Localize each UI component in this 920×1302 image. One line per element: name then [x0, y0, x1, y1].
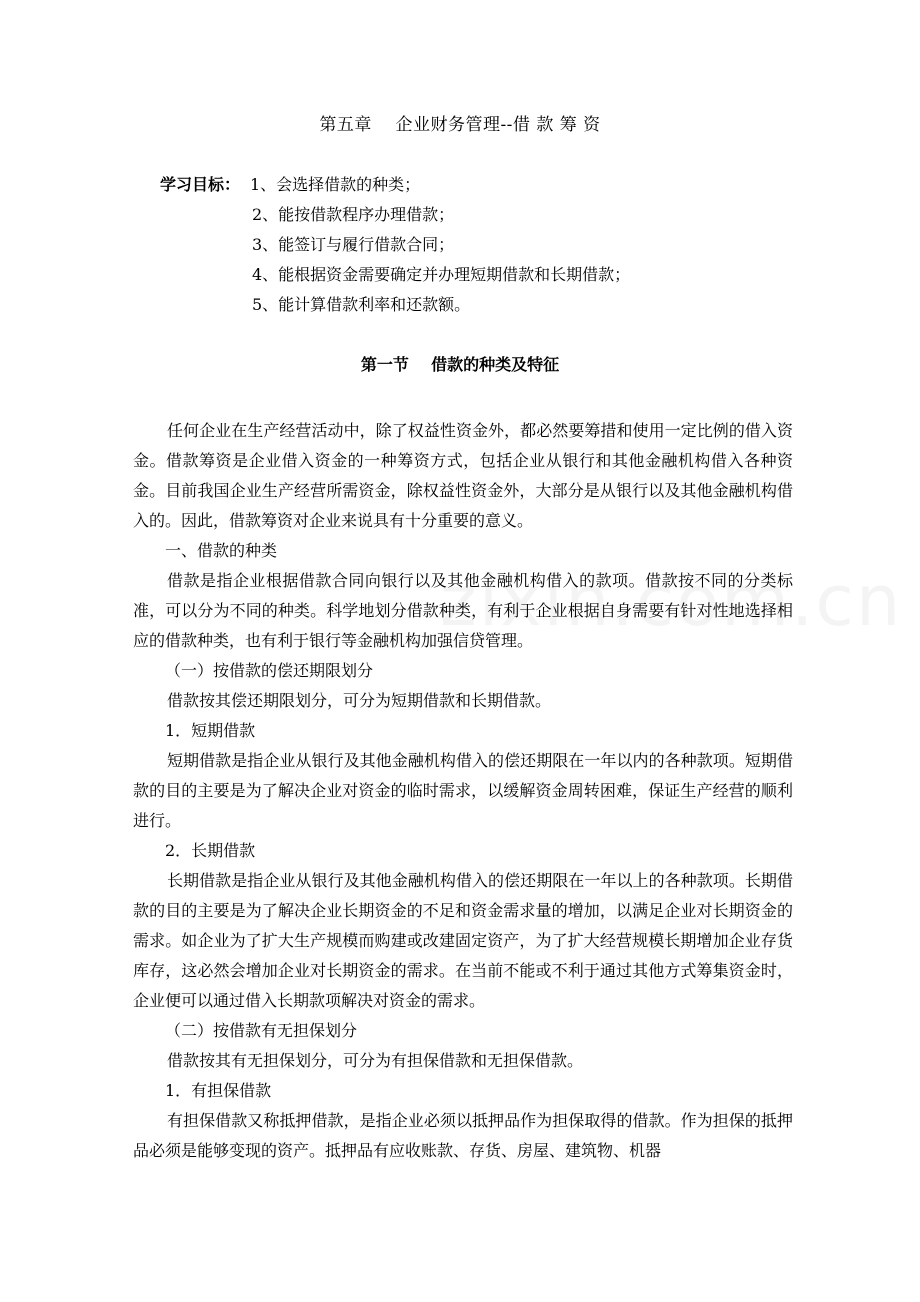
learning-goals-label: 学习目标： — [160, 175, 241, 194]
heading-level-1: 一、借款的种类 — [165, 541, 278, 560]
learning-goal-item: 2、能按借款程序办理借款； — [252, 205, 455, 224]
paragraph: 借款是指企业根据借款合同向银行以及其他金融机构借入的款项。借款按不同的分类标准，可以分为不同的种类。科学地划分借款种类，有利于企业根据自身需要有针对性地选择相应的借款种类，也有利于银行等金融机构加强信贷管理。 — [133, 571, 793, 650]
heading-level-3: 1．短期借款 — [165, 721, 256, 740]
paragraph: 借款按其有无担保划分，可分为有担保借款和无担保借款。 — [167, 1051, 584, 1070]
body-text — [133, 416, 793, 1166]
paragraph: 短期借款是指企业从银行及其他金融机构借入的偿还期限在一年以内的各种款项。短期借款的目的主要是为了解决企业对资金的临时需求，以缓解资金周转困难，保证生产经营的顺利进行。 — [133, 751, 793, 830]
paragraph: 借款按其偿还期限划分，可分为短期借款和长期借款。 — [167, 691, 552, 710]
heading-level-3: 2．长期借款 — [165, 841, 256, 860]
learning-goal-item: 1、会选择借款的种类； — [250, 175, 421, 194]
heading-level-2: （二）按借款有无担保划分 — [165, 1021, 358, 1040]
paragraph: 有担保借款又称抵押借款，是指企业必须以抵押品作为担保取得的借款。作为担保的抵押品必须是能够变现的资产。抵押品有应收账款、存货、房屋、建筑物、机器 — [133, 1111, 793, 1160]
learning-goal-item: 3、能签订与履行借款合同； — [252, 235, 455, 254]
chapter-title: 第五章 企业财务管理--借 款 筹 资 — [319, 115, 601, 135]
paragraph: 任何企业在生产经营活动中，除了权益性资金外，都必然要筹措和使用一定比例的借入资金。借款筹资是企业借入资金的一种筹资方式，包括企业从银行和其他金融机构借入各种资金。目前我国企业生产经营所需资金，除权益性资金外，大部分是从银行以及其他金融机构借入的。因此，借款筹资对企业来说具有十分重要的意义。 — [133, 421, 793, 530]
paragraph: 长期借款是指企业从银行及其他金融机构借入的偿还期限在一年以上的各种款项。长期借款的目的主要是为了解决企业长期资金的不足和资金需求量的增加，以满足企业对长期资金的需求。如企业为了扩大生产规模而购建或改建固定资产，为了扩大经营规模长期增加企业存货库存，这必然会增加企业对长期资金的需求。在当前不能或不利于通过其他方式筹集资金时，企业便可以通过借入长期款项解决对资金的需求。 — [133, 871, 793, 1010]
heading-level-3: 1．有担保借款 — [165, 1081, 272, 1100]
learning-goal-item: 5、能计算借款利率和还款额。 — [252, 295, 471, 314]
heading-level-2: （一）按借款的偿还期限划分 — [165, 661, 374, 680]
section-title: 第一节 借款的种类及特征 — [360, 355, 560, 374]
learning-goal-item: 4、能根据资金需要确定并办理短期借款和长期借款； — [252, 265, 631, 284]
